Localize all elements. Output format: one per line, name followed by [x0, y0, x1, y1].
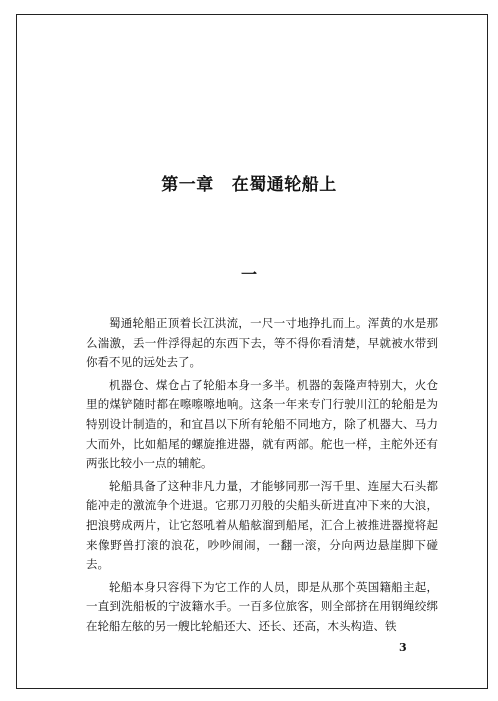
- chapter-title: 在蜀通轮船上: [231, 175, 337, 195]
- paragraph: 轮船本身只容得下为它工作的人员，即是从那个英国籍船主起，一直到洗船板的宁波籍水手。一百多位旅客，则全部挤在用钢绳绞绑在轮船左舷的另一艘比轮船还大、还长、还高，木头构造、铁: [86, 579, 438, 633]
- body-text: [86, 314, 438, 640]
- chapter-number: 第一章: [161, 175, 214, 195]
- section-number: 一: [240, 265, 257, 284]
- page-number: 3: [399, 641, 407, 654]
- paragraph: 蜀通轮船正顶着长江洪流，一尺一寸地挣扎而上。浑黄的水是那么湍激，丢一件浮得起的东西下去，等不得你看清楚，早就被水带到你看不见的远处去了。: [86, 316, 438, 370]
- paragraph: 机器仓、煤仓占了轮船本身一多半。机器的轰隆声特别大，火仓里的煤铲随时都在嚓嚓嚓地响。这条一年来专门行驶川江的轮船是为特别设计制造的，和宜昌以下所有轮船不同地方，除了机器大、马力大而外，比如船尾的螺旋推进器，就有两部。舵也一样，主舵外还有两张比较小一点的辅舵。: [86, 377, 438, 471]
- paragraph: 轮船具备了这种非凡力量，才能够同那一泻千里、连屋大石头都能冲走的激流争个进退。它那刀刃般的尖船头斫进直冲下来的大浪，把浪劈成两片，让它怒吼着从船舷溜到船尾，汇合上被推进器搅将起来像野兽打滚的浪花，吵吵闹闹，一翻一滚，分向两边悬崖脚下碰去。: [86, 478, 438, 572]
- chapter-heading: [0, 170, 498, 195]
